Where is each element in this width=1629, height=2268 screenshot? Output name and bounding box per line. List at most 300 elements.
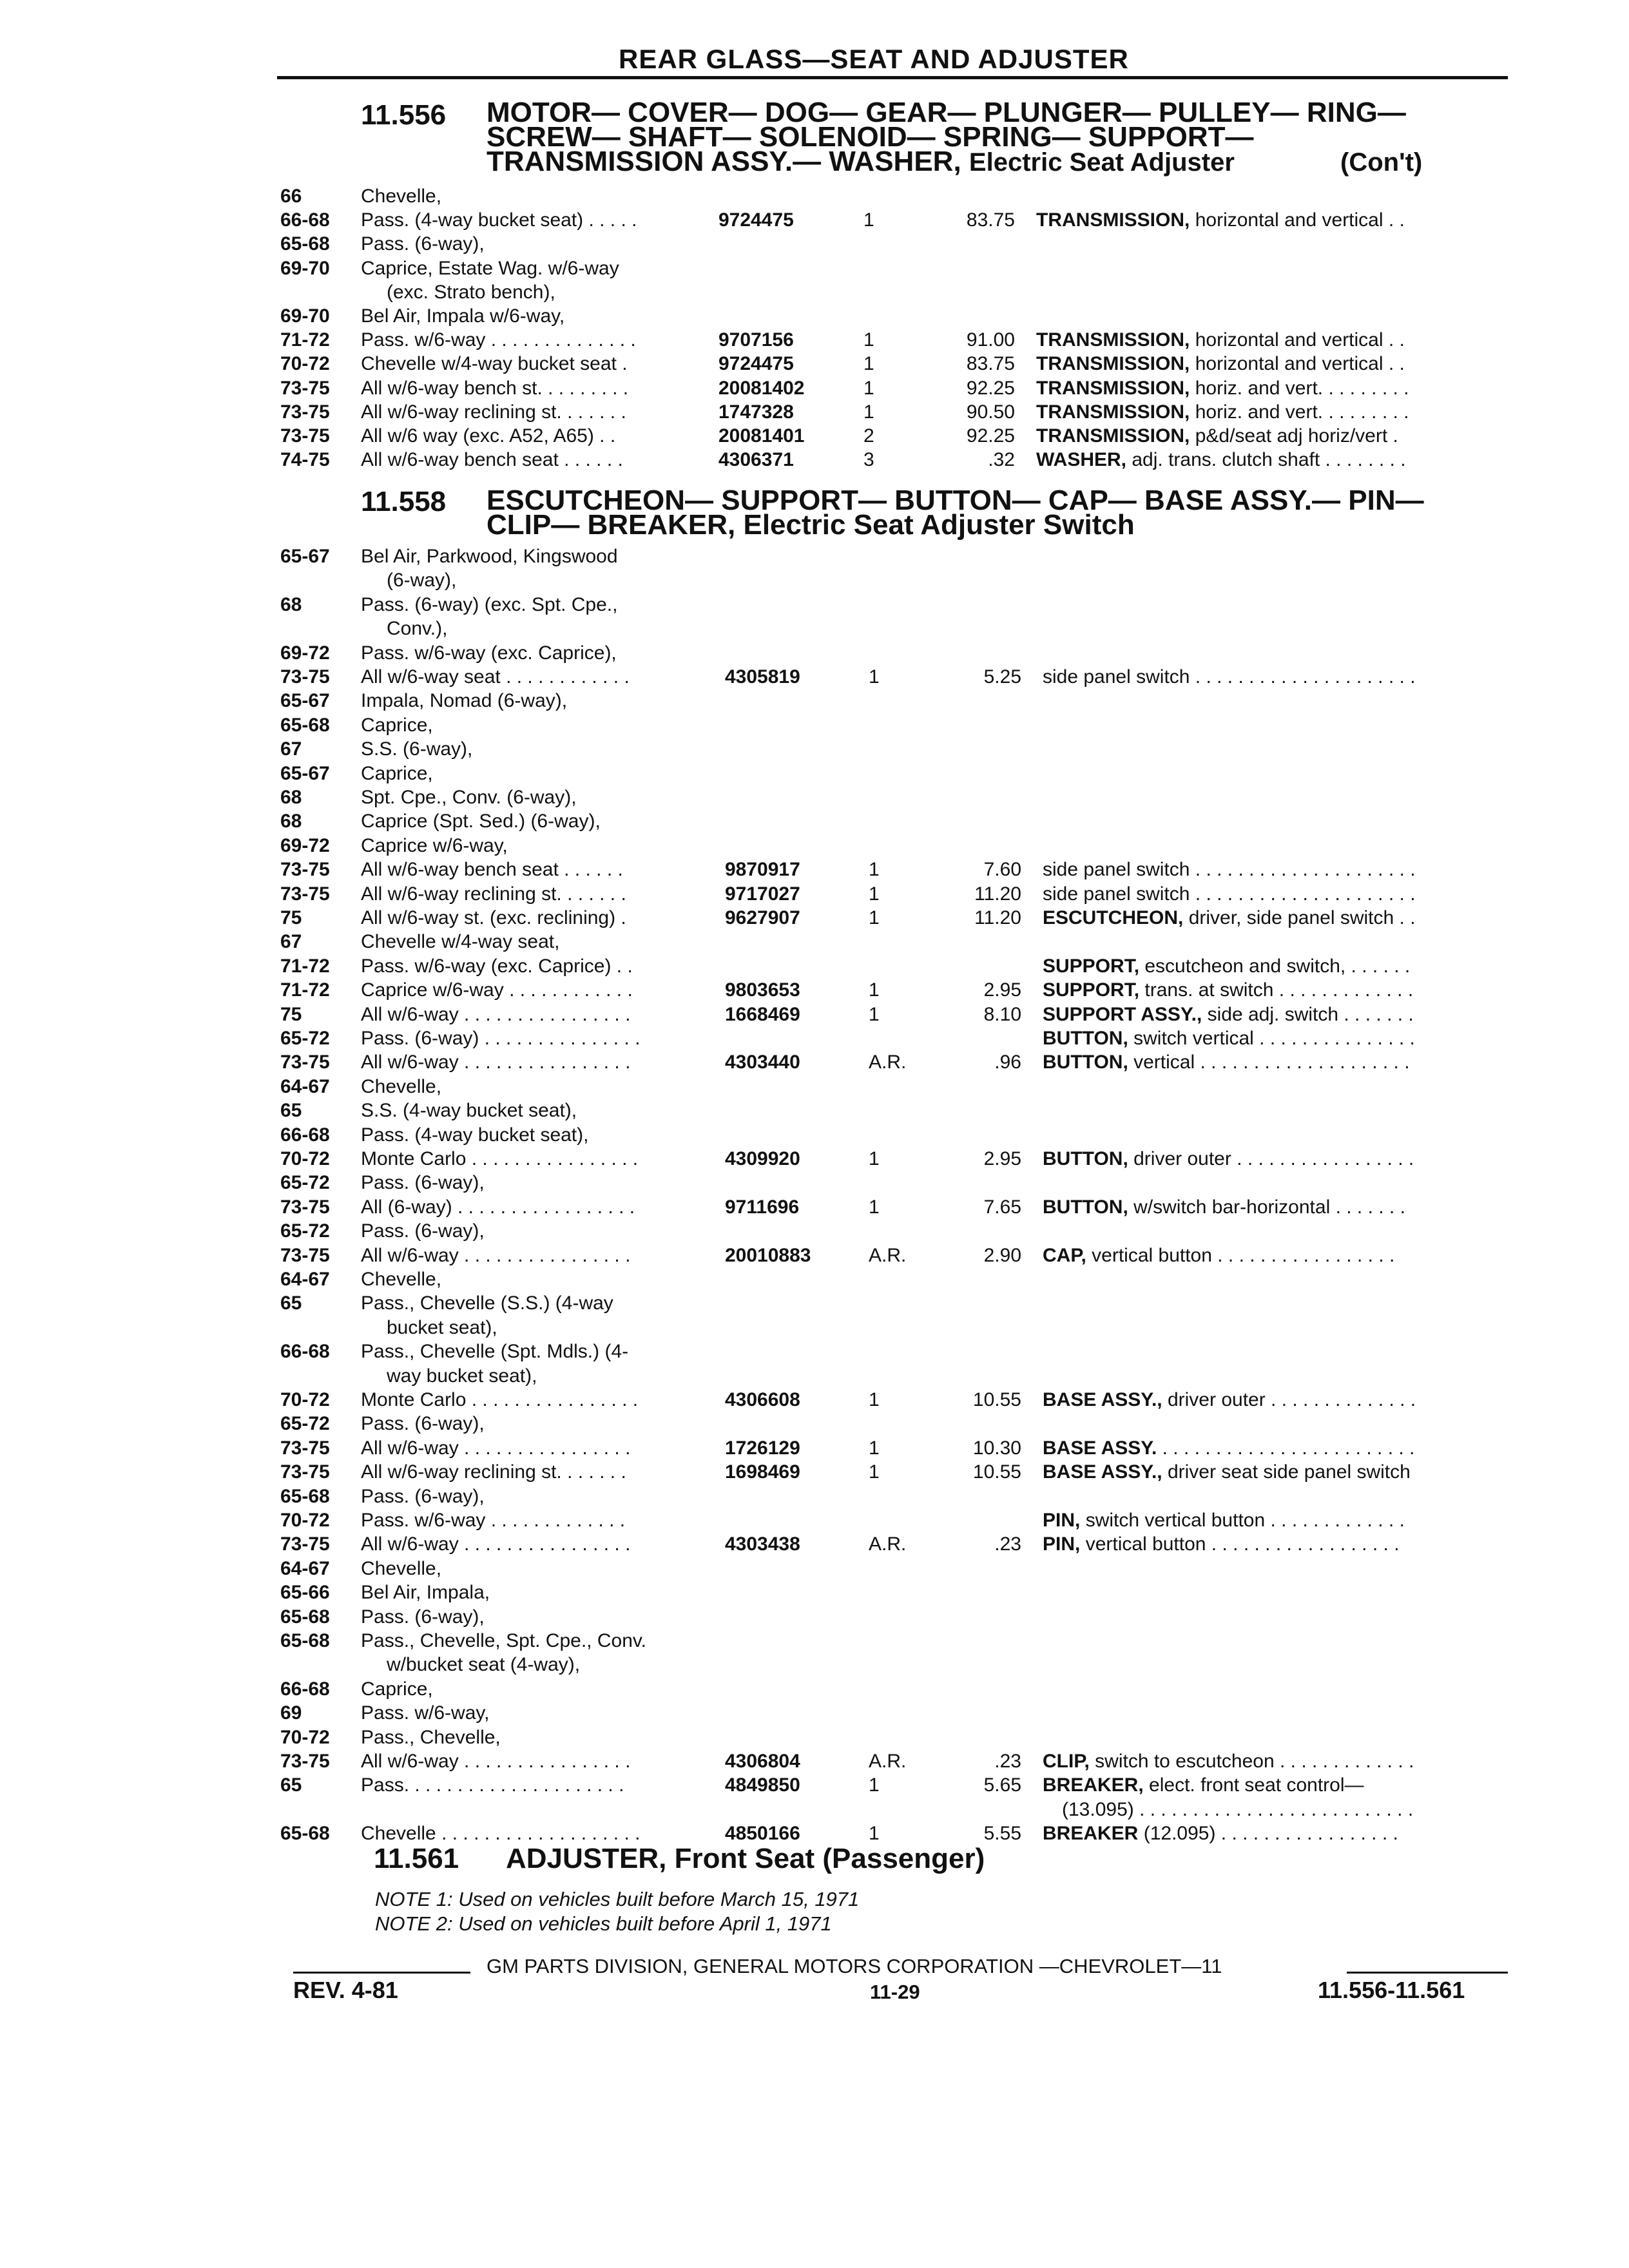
catalog-row <box>280 859 1511 883</box>
catalog-row <box>280 1630 1511 1655</box>
part-number: 1698469 <box>725 1461 800 1483</box>
application-description: Chevelle w/4-way seat, <box>361 931 560 953</box>
catalog-row <box>280 1389 1511 1414</box>
catalog-row <box>280 956 1511 980</box>
price: 11.20 <box>974 907 1021 928</box>
catalog-row <box>280 907 1511 932</box>
application-description: Pass. (4-way bucket seat), <box>361 1124 589 1146</box>
model-years: 68 <box>280 811 302 832</box>
catalog-row <box>280 1654 1511 1678</box>
catalog-row <box>280 1461 1511 1486</box>
part-name-detail: (13.095) . . . . . . . . . . . . . . . . . . . . . . . . . . <box>1062 1798 1414 1820</box>
part-name-bold: BASE ASSY., <box>1043 1461 1162 1483</box>
part-name-bold: TRANSMISSION, <box>1036 209 1190 231</box>
part-name-detail: side adj. switch . . . . . . . <box>1207 1003 1414 1025</box>
application-description: Pass. (6-way), <box>361 1172 485 1194</box>
catalog-row <box>280 209 1511 234</box>
model-years: 65 <box>280 1100 302 1122</box>
quantity: 1 <box>863 329 874 351</box>
part-name-bold: BREAKER <box>1043 1823 1139 1845</box>
model-years: 65-67 <box>280 690 330 712</box>
part-name-detail: side panel switch . . . . . . . . . . . . . . . . . . . . . <box>1043 883 1416 905</box>
part-name-detail: (12.095) . . . . . . . . . . . . . . . . . <box>1143 1823 1398 1845</box>
model-years: 65-68 <box>280 714 330 736</box>
model-years: 70-72 <box>280 1148 330 1169</box>
price: 10.55 <box>972 1461 1021 1483</box>
catalog-row <box>280 715 1511 739</box>
application-description: Chevelle, <box>361 1557 442 1579</box>
application-description: All w/6-way bench seat . . . . . . <box>361 449 623 471</box>
price: 90.50 <box>966 401 1015 423</box>
application-description: Caprice, <box>361 714 433 736</box>
catalog-row <box>280 1678 1511 1703</box>
part-number: 9711696 <box>725 1196 800 1218</box>
part-number: 9627907 <box>725 907 800 928</box>
application-description: Pass. . . . . . . . . . . . . . . . . . . . . <box>361 1774 624 1796</box>
catalog-row <box>280 282 1511 306</box>
footer-publisher: GM PARTS DIVISION, GENERAL MOTORS CORPORATION —CHEVROLET—11 <box>487 1955 1222 1977</box>
section-11561-heading <box>374 1843 1340 1875</box>
part-name <box>1062 1799 1532 1821</box>
part-name-bold: TRANSMISSION, <box>1036 425 1190 447</box>
section-title-line-3 <box>487 146 1235 178</box>
part-name-detail: trans. at switch . . . . . . . . . . . . . <box>1144 979 1414 1001</box>
part-name <box>1043 1148 1513 1170</box>
application-description: All w/6-way . . . . . . . . . . . . . . . . <box>361 1533 631 1555</box>
catalog-row <box>280 811 1511 835</box>
part-name <box>1036 401 1513 423</box>
part-name-detail: vertical button . . . . . . . . . . . . . . . . . <box>1092 1244 1395 1266</box>
part-name-detail: switch vertical button . . . . . . . . . . . . . <box>1085 1510 1405 1531</box>
quantity: A.R. <box>869 1533 907 1555</box>
catalog-row <box>280 258 1511 282</box>
model-years: 69-72 <box>280 642 330 664</box>
catalog-row <box>280 1437 1511 1462</box>
part-number: 4850166 <box>725 1823 800 1845</box>
application-description: Caprice, <box>361 1678 433 1700</box>
price: 91.00 <box>966 329 1015 351</box>
part-name-detail: driver seat side panel switch <box>1167 1461 1411 1483</box>
model-years: 65 <box>280 1293 302 1314</box>
model-years: 65-67 <box>280 762 330 784</box>
catalog-row <box>280 787 1511 811</box>
application-description: S.S. (4-way bucket seat), <box>361 1100 577 1122</box>
model-years: 73-75 <box>280 1244 330 1266</box>
part-number: 4849850 <box>725 1774 800 1796</box>
part-number: 4306804 <box>725 1751 800 1772</box>
model-years: 69-70 <box>280 305 330 327</box>
application-description: All w/6-way bench st. . . . . . . . . <box>361 377 629 399</box>
section-number: 11.561 <box>374 1843 459 1874</box>
quantity: 1 <box>863 209 874 231</box>
application-description: Chevelle, <box>361 186 442 207</box>
part-name-bold: BASE ASSY. <box>1043 1437 1157 1459</box>
part-name <box>1043 1461 1513 1483</box>
part-name <box>1036 353 1513 375</box>
catalog-row <box>280 186 1511 210</box>
model-years: 73-75 <box>280 883 330 905</box>
application-description: Pass. w/6-way (exc. Caprice), <box>361 642 617 664</box>
part-number: 9724475 <box>718 209 794 231</box>
application-description: Chevelle . . . . . . . . . . . . . . . . . . . <box>361 1823 641 1845</box>
application-description: Chevelle w/4-way bucket seat . <box>361 353 628 375</box>
part-name-bold: SUPPORT, <box>1043 955 1140 977</box>
model-years: 66 <box>280 186 302 207</box>
model-years: 67 <box>280 738 302 760</box>
catalog-row <box>280 1293 1511 1317</box>
part-name <box>1043 956 1513 977</box>
catalog-row <box>280 642 1511 667</box>
catalog-row <box>280 1052 1511 1076</box>
model-years: 67 <box>280 931 302 953</box>
footer-rule-left <box>293 1972 470 1974</box>
price: .96 <box>994 1052 1021 1073</box>
catalog-row <box>280 1510 1511 1534</box>
application-description: w/bucket seat (4-way), <box>387 1654 581 1676</box>
model-years: 70-72 <box>280 1510 330 1531</box>
price: 2.90 <box>983 1244 1021 1266</box>
application-description: Pass. w/6-way . . . . . . . . . . . . . . <box>361 329 636 351</box>
catalog-row <box>280 329 1511 354</box>
model-years: 69 <box>280 1702 302 1724</box>
part-name-detail: adj. trans. clutch shaft . . . . . . . . <box>1132 449 1406 471</box>
model-years: 70-72 <box>280 1726 330 1748</box>
application-description: Pass. (6-way), <box>361 1485 485 1507</box>
part-name <box>1043 1389 1513 1411</box>
application-description: way bucket seat), <box>387 1365 537 1387</box>
section-11556-heading <box>361 97 1521 180</box>
application-description: Spt. Cpe., Conv. (6-way), <box>361 787 577 808</box>
catalog-row <box>280 666 1511 691</box>
section-title-line-2: CLIP— BREAKER, Electric Seat Adjuster Switch <box>487 509 1135 541</box>
application-description: Pass. (4-way bucket seat) . . . . . <box>361 209 637 231</box>
application-description: Caprice w/6-way . . . . . . . . . . . . <box>361 979 633 1001</box>
catalog-row <box>280 449 1511 474</box>
part-name-detail: w/switch bar-horizontal . . . . . . . <box>1133 1196 1405 1218</box>
model-years: 73-75 <box>280 1461 330 1483</box>
model-years: 65-68 <box>280 1485 330 1507</box>
part-name-bold: PIN, <box>1043 1533 1081 1555</box>
application-description: (6-way), <box>387 570 457 591</box>
application-description: Pass. (6-way) (exc. Spt. Cpe., <box>361 593 618 615</box>
catalog-row <box>280 931 1511 956</box>
model-years: 68 <box>280 787 302 808</box>
quantity: 1 <box>869 859 880 881</box>
model-years: 65-68 <box>280 233 330 255</box>
catalog-row <box>280 1799 1511 1823</box>
catalog-row <box>280 690 1511 715</box>
part-name-bold: BUTTON, <box>1043 1052 1128 1073</box>
application-description: Bel Air, Parkwood, Kingswood <box>361 546 618 567</box>
catalog-row <box>280 546 1511 570</box>
page-number: 11-29 <box>870 1981 920 2003</box>
part-name <box>1043 1052 1513 1073</box>
section-title-bold: TRANSMISSION ASSY.— WASHER, <box>487 146 961 177</box>
model-years: 68 <box>280 593 302 615</box>
part-number: 9724475 <box>718 353 794 375</box>
model-years: 65-72 <box>280 1172 330 1194</box>
quantity: 1 <box>869 1003 880 1025</box>
part-name-detail: p&d/seat adj horiz/vert . <box>1195 425 1398 447</box>
application-description: Pass. (6-way), <box>361 1413 485 1435</box>
model-years: 73-75 <box>280 859 330 881</box>
price: .23 <box>994 1533 1021 1555</box>
part-name <box>1043 859 1513 881</box>
application-description: Conv.), <box>387 618 448 640</box>
application-description: (exc. Strato bench), <box>387 281 555 303</box>
model-years: 65-68 <box>280 1630 330 1651</box>
part-number: 4306608 <box>725 1389 800 1410</box>
part-name <box>1043 1245 1513 1267</box>
part-name <box>1036 378 1513 399</box>
part-name-bold: TRANSMISSION, <box>1036 353 1190 375</box>
price: 2.95 <box>983 1148 1021 1169</box>
application-description: Caprice (Spt. Sed.) (6-way), <box>361 811 601 832</box>
catalog-row <box>280 425 1511 450</box>
application-description: All (6-way) . . . . . . . . . . . . . . . . . <box>361 1196 635 1218</box>
catalog-row <box>280 1148 1511 1173</box>
price: 10.30 <box>972 1437 1021 1459</box>
quantity: 1 <box>869 883 880 905</box>
part-name-bold: BREAKER, <box>1043 1774 1144 1796</box>
part-name <box>1043 1823 1513 1845</box>
section-title-line-2: SCREW— SHAFT— SOLENOID— SPRING— SUPPORT— <box>487 121 1254 153</box>
part-number: 1726129 <box>725 1437 800 1459</box>
part-number: 4303438 <box>725 1533 800 1555</box>
section-11558-heading <box>361 485 1521 543</box>
part-number: 9803653 <box>725 979 800 1001</box>
catalog-row <box>280 353 1511 378</box>
part-name <box>1036 425 1513 447</box>
part-name-detail: . . . . . . . . . . . . . . . . . . . . . . . . <box>1162 1437 1415 1459</box>
application-description: All w/6-way . . . . . . . . . . . . . . . . <box>361 1003 631 1025</box>
catalog-row <box>280 1269 1511 1293</box>
part-name-detail: vertical button . . . . . . . . . . . . . . . . . . <box>1085 1533 1400 1555</box>
model-years: 65-68 <box>280 1823 330 1845</box>
model-years: 65-72 <box>280 1413 330 1435</box>
part-name-bold: TRANSMISSION, <box>1036 401 1190 423</box>
part-name <box>1036 329 1513 351</box>
part-name <box>1043 1437 1513 1459</box>
price: 7.65 <box>983 1196 1021 1218</box>
application-description: Pass. (6-way), <box>361 1220 485 1242</box>
application-description: All w/6-way st. (exc. reclining) . <box>361 907 626 928</box>
catalog-row <box>280 401 1511 426</box>
part-name-detail: escutcheon and switch, . . . . . . <box>1144 955 1411 977</box>
catalog-row <box>280 1245 1511 1269</box>
catalog-row <box>280 883 1511 908</box>
price: 92.25 <box>966 425 1015 447</box>
quantity: 1 <box>869 666 880 687</box>
quantity: A.R. <box>869 1244 907 1266</box>
part-name-detail: horizontal and vertical . . <box>1195 209 1405 231</box>
continued-label: (Con't) <box>1340 148 1423 177</box>
catalog-row <box>280 1558 1511 1582</box>
part-name-bold: BUTTON, <box>1043 1028 1128 1049</box>
part-name <box>1043 1533 1513 1555</box>
price: 8.10 <box>983 1003 1021 1025</box>
section-number: 11.556 <box>361 99 447 131</box>
catalog-row <box>280 1004 1511 1028</box>
part-number: 20010883 <box>725 1244 811 1266</box>
catalog-row <box>280 378 1511 402</box>
part-name-detail: side panel switch . . . . . . . . . . . . . . . . . . . . . <box>1043 859 1416 881</box>
model-years: 66-68 <box>280 1678 330 1700</box>
part-name-bold: SUPPORT, <box>1043 979 1140 1001</box>
application-description: Pass. w/6-way (exc. Caprice) . . <box>361 955 633 977</box>
section-number: 11.558 <box>361 486 447 517</box>
part-name-bold: BUTTON, <box>1043 1148 1128 1169</box>
application-description: Pass., Chevelle (S.S.) (4-way <box>361 1293 613 1314</box>
part-number: 1668469 <box>725 1003 800 1025</box>
catalog-row <box>280 1124 1511 1149</box>
part-name-detail: horiz. and vert. . . . . . . . . <box>1195 377 1409 399</box>
part-name <box>1036 449 1513 471</box>
part-name-detail: driver outer . . . . . . . . . . . . . . <box>1167 1389 1416 1410</box>
catalog-row <box>280 1172 1511 1196</box>
application-description: Impala, Nomad (6-way), <box>361 690 568 712</box>
part-name <box>1043 1028 1513 1050</box>
price: 83.75 <box>966 353 1015 375</box>
application-description: Pass. w/6-way, <box>361 1702 490 1724</box>
quantity: 1 <box>869 1148 880 1169</box>
model-years: 75 <box>280 907 302 928</box>
model-years: 65-72 <box>280 1028 330 1049</box>
part-name-bold: PIN, <box>1043 1510 1081 1531</box>
application-description: Bel Air, Impala w/6-way, <box>361 305 565 327</box>
application-description: All w/6-way bench seat . . . . . . <box>361 859 623 881</box>
catalog-row <box>280 738 1511 763</box>
application-description: Pass. w/6-way . . . . . . . . . . . . . <box>361 1510 626 1531</box>
application-description: Pass. (6-way), <box>361 233 485 255</box>
part-number: 9707156 <box>718 329 794 351</box>
section-title: ADJUSTER, Front Seat (Passenger) <box>506 1843 985 1874</box>
catalog-row <box>280 1702 1511 1727</box>
catalog-row <box>280 1582 1511 1606</box>
part-number: 4309920 <box>725 1148 800 1169</box>
quantity: 1 <box>863 377 874 399</box>
part-name-detail: horiz. and vert. . . . . . . . . <box>1195 401 1409 423</box>
quantity: 1 <box>869 1437 880 1459</box>
part-name-detail: driver, side panel switch . . <box>1188 907 1416 928</box>
revision-label: REV. 4-81 <box>293 1977 398 2003</box>
part-number: 9717027 <box>725 883 800 905</box>
application-description: All w/6-way . . . . . . . . . . . . . . . . <box>361 1244 631 1266</box>
application-description: Monte Carlo . . . . . . . . . . . . . . . . <box>361 1148 639 1169</box>
quantity: 2 <box>863 425 874 447</box>
part-number: 4303440 <box>725 1052 800 1073</box>
header-rule <box>277 76 1508 79</box>
application-description: Chevelle, <box>361 1075 442 1097</box>
model-years: 73-75 <box>280 1533 330 1555</box>
catalog-row <box>280 233 1511 258</box>
section-title-line-1: ESCUTCHEON— SUPPORT— BUTTON— CAP— BASE ASSY.— PIN— <box>487 485 1424 516</box>
part-number: 4305819 <box>725 666 800 687</box>
model-years: 75 <box>280 1003 302 1025</box>
catalog-row <box>280 1606 1511 1631</box>
model-years: 65-66 <box>280 1582 330 1604</box>
price: 5.55 <box>983 1823 1021 1845</box>
part-name <box>1043 1751 1513 1773</box>
catalog-row <box>280 835 1511 860</box>
price: 11.20 <box>974 883 1021 905</box>
catalog-row <box>280 1486 1511 1510</box>
model-years: 70-72 <box>280 1389 330 1410</box>
quantity: 1 <box>869 907 880 928</box>
model-years: 64-67 <box>280 1269 330 1290</box>
quantity: 1 <box>869 1774 880 1796</box>
catalog-row <box>280 1341 1511 1365</box>
model-years: 64-67 <box>280 1557 330 1579</box>
part-name <box>1043 1510 1513 1532</box>
model-years: 73-75 <box>280 666 330 687</box>
price: 2.95 <box>983 979 1021 1001</box>
catalog-row <box>280 1028 1511 1052</box>
catalog-row <box>280 1076 1511 1100</box>
model-years: 70-72 <box>280 353 330 375</box>
model-years: 74-75 <box>280 449 330 471</box>
application-description: Caprice, Estate Wag. w/6-way <box>361 257 619 279</box>
quantity: A.R. <box>869 1052 907 1073</box>
part-name <box>1043 979 1513 1001</box>
catalog-row <box>280 1100 1511 1124</box>
price: 7.60 <box>983 859 1021 881</box>
price: 83.75 <box>966 209 1015 231</box>
model-years: 73-75 <box>280 377 330 399</box>
model-years: 66-68 <box>280 1124 330 1146</box>
model-years: 66-68 <box>280 209 330 231</box>
model-years: 71-72 <box>280 329 330 351</box>
note-1: NOTE 1: Used on vehicles built before March 15, 1971 <box>375 1888 860 1910</box>
model-years: 73-75 <box>280 401 330 423</box>
model-years: 69-70 <box>280 257 330 279</box>
catalog-row <box>280 1727 1511 1751</box>
application-description: Bel Air, Impala, <box>361 1582 490 1604</box>
part-name-bold: SUPPORT ASSY., <box>1043 1003 1202 1025</box>
part-number: 20081402 <box>718 377 805 399</box>
part-name-detail: switch to escutcheon . . . . . . . . . . . . . <box>1095 1751 1414 1772</box>
part-name <box>1043 666 1513 688</box>
part-name-detail: driver outer . . . . . . . . . . . . . . . . . <box>1133 1148 1414 1169</box>
application-description: Chevelle, <box>361 1269 442 1290</box>
part-name-bold: TRANSMISSION, <box>1036 377 1190 399</box>
part-name <box>1043 1196 1513 1218</box>
catalog-row <box>280 979 1511 1004</box>
catalog-row <box>280 1774 1511 1799</box>
model-years: 73-75 <box>280 1052 330 1073</box>
application-description: Monte Carlo . . . . . . . . . . . . . . . . <box>361 1389 639 1410</box>
part-number: 4306371 <box>718 449 794 471</box>
application-description: All w/6-way reclining st. . . . . . . <box>361 883 626 905</box>
application-description: All w/6-way seat . . . . . . . . . . . . <box>361 666 630 687</box>
catalog-row <box>280 1751 1511 1775</box>
part-name-detail: vertical . . . . . . . . . . . . . . . . . . . . <box>1133 1052 1410 1073</box>
application-description: All w/6-way . . . . . . . . . . . . . . . . <box>361 1052 631 1073</box>
model-years: 73-75 <box>280 1751 330 1772</box>
model-years: 64-67 <box>280 1075 330 1097</box>
part-name-bold: CAP, <box>1043 1244 1086 1266</box>
part-name <box>1036 209 1513 231</box>
price: 10.55 <box>972 1389 1021 1410</box>
model-years: 65-67 <box>280 546 330 567</box>
quantity: 1 <box>869 1823 880 1845</box>
application-description: All w/6-way reclining st. . . . . . . <box>361 401 626 423</box>
application-description: All w/6-way . . . . . . . . . . . . . . . . <box>361 1751 631 1772</box>
part-name-detail: switch vertical . . . . . . . . . . . . . . . <box>1133 1028 1415 1049</box>
catalog-row <box>280 594 1511 619</box>
application-description: All w/6-way reclining st. . . . . . . <box>361 1461 626 1483</box>
part-name-bold: ESCUTCHEON, <box>1043 907 1184 928</box>
